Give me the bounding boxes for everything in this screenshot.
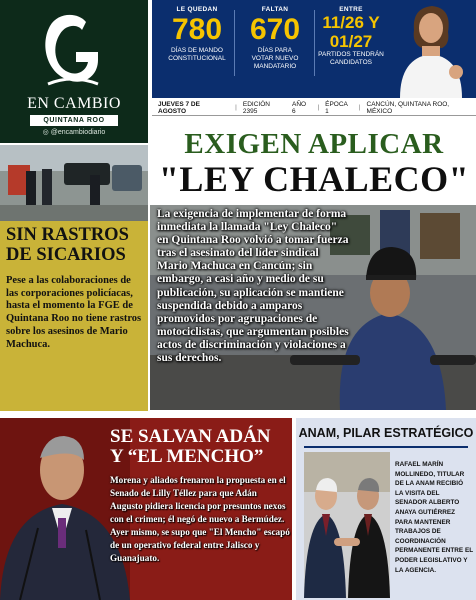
- social-handle: @encambiodiario: [50, 129, 106, 136]
- adan-headline: SE SALVAN ADÁN Y “EL MENCHO”: [110, 426, 271, 467]
- anam-divider: [304, 446, 468, 448]
- countdown-number: 780: [171, 13, 223, 46]
- countdown-caption-line: CANDIDATOS: [329, 59, 372, 66]
- masthead-handle: [0, 128, 148, 136]
- countdown-number: 670: [249, 13, 301, 46]
- countdown-mandate: [162, 6, 232, 63]
- edition-number: EDICIÓN 2395: [242, 100, 270, 115]
- masthead-region: QUINTANA ROO: [30, 115, 118, 126]
- g-swoosh-logo-icon: [38, 8, 104, 90]
- countdown-caption-line: MANDATARIO: [253, 63, 297, 70]
- banner-divider: [314, 10, 315, 76]
- masthead-name: EN CAMBIO: [27, 95, 121, 112]
- police-scene-photo-icon: [0, 145, 148, 221]
- countdown-caption-line: DÍAS PARA: [257, 47, 293, 54]
- sicarios-story-box: [0, 221, 148, 411]
- handshake-photo-icon: [304, 452, 390, 598]
- countdown-vote: [238, 6, 312, 71]
- countdown-label: ENTRE: [339, 6, 363, 13]
- edition-epoch: ÉPOCA 1: [325, 100, 348, 115]
- countdown-caption-line: PARTIDOS TENDRÁN: [318, 51, 384, 58]
- countdown-caption-line: VOTAR NUEVO: [251, 55, 299, 62]
- countdown-caption-line: DÍAS DE MANDO: [170, 47, 223, 54]
- edition-place: CANCÚN, QUINTANA ROO, MÉXICO: [366, 100, 450, 115]
- adan-story-box: [0, 418, 292, 600]
- countdown-label: LE QUEDAN: [176, 6, 218, 13]
- adan-paragraph: Morena y aliados frenaron la propuesta en el Senado de Lilly Téllez para que Adán Augusto pidiera licencia por presuntos nexos con el crimen; él negó de nuevo a Bermúdez. Ayer mismo, se supo que "El Mencho" escapó de un operativo federal entre Jalisco y Guanajuato.: [110, 475, 290, 563]
- dateline-separator: |: [358, 104, 361, 111]
- banner-divider: [234, 10, 235, 76]
- countdown-date: 11/26 Y: [322, 13, 380, 32]
- countdown-banner: [152, 0, 476, 98]
- anam-headline: ANAM, PILAR ESTRATÉGICO: [298, 426, 474, 440]
- main-headline-bottom: "LEY CHALECO": [158, 159, 470, 199]
- countdown-date: 01/27: [329, 32, 373, 51]
- sicarios-paragraph: Pese a las colaboraciones de las corporaciones policíacas, hasta el momento la FGE de Quintana Roo no tiene rastros sobre los asesinos de Mario Machuca.: [6, 275, 142, 350]
- countdown-caption-line: CONSTITUCIONAL: [168, 55, 226, 62]
- countdown-candidates: [316, 6, 386, 67]
- instagram-icon: ◎: [42, 129, 51, 136]
- dateline-bar: [152, 100, 476, 116]
- anam-story-box: [296, 418, 476, 600]
- main-headline-top: EXIGEN APLICAR: [184, 128, 444, 160]
- masthead-logo-block: [0, 0, 148, 143]
- dateline-separator: |: [317, 104, 320, 111]
- edition-year: AÑO 6: [292, 100, 307, 115]
- main-lead-paragraph: La exigencia de implementar de forma inmediata la llamada "Ley Chaleco" en Quintana Roo volvió a tomar fuerza tras el asesinato del líder sindical Mario Machuca en Cancún; sin embargo, a casi año y medio de su publicación, su aplicación se mantiene suspendida debido a amparos promovidos por agrupaciones de motociclistas, que argumentan posibles actos de discriminación y violaciones a sus derechos.: [157, 208, 349, 365]
- sicarios-headline: SIN RASTROS DE SICARIOS: [6, 225, 129, 265]
- anam-paragraph: RAFAEL MARÍN MOLLINEDO, TITULAR DE LA ANAM RECIBIÓ LA VISITA DEL SENADOR ALBERTO ANAYA GUTIÉRREZ PARA MANTENER TRABAJOS DE COORDINACIÓN PERMANENTE ENTRE EL PODER LEGISLATIVO Y LA AGENCIA.: [395, 461, 473, 574]
- candidate-photo-icon: [386, 0, 476, 98]
- edition-date: JUEVES 7 DE AGOSTO: [158, 100, 200, 115]
- countdown-label: FALTAN: [261, 6, 289, 13]
- dateline-separator: |: [235, 104, 237, 111]
